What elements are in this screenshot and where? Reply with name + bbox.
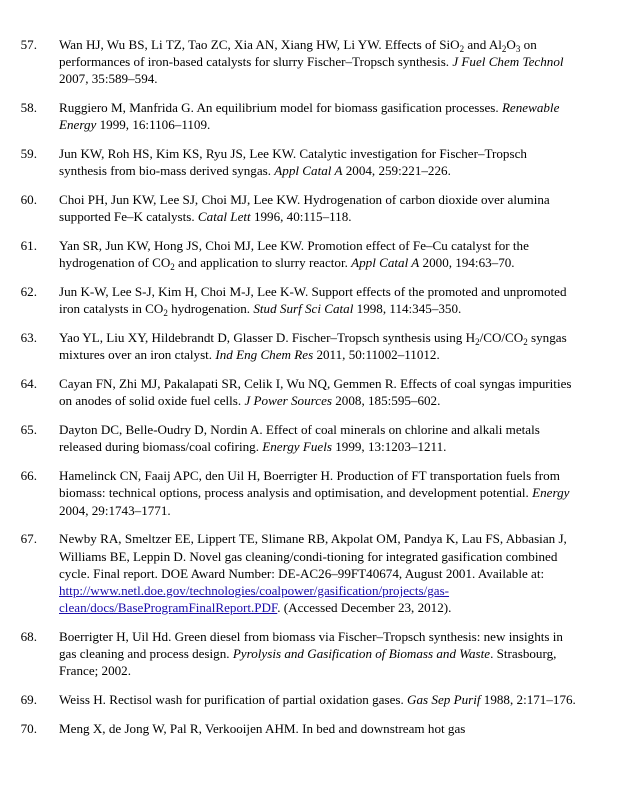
reference-text: and application to slurry reactor. — [174, 255, 352, 271]
reference-number: 65. — [20, 422, 37, 438]
reference-item — [0, 145, 617, 179]
reference-text: 1999, 16:1106–1109. — [96, 117, 211, 133]
reference-text: . Strasbourg, France; 2002. — [59, 646, 557, 679]
reference-text: . (Accessed December 23, 2012). — [277, 600, 452, 616]
reference-text: Newby RA, Smeltzer EE, Lippert TE, Slimane RB, Akpolat OM, Pandya K, Lau FS, Abbasian J, Williams BE, Leppin D. Novel gas cleaning/condi-tioning for integrated gasification combined cycle. Final report. DOE Award Number: DE-AC26–99FT40674, August 2001. Available at: — [59, 531, 567, 581]
reference-number: 62. — [20, 284, 37, 300]
journal-name: Renewable Energy — [59, 100, 560, 133]
reference-item — [0, 467, 617, 519]
reference-text: 1998, 114:345–350. — [353, 301, 462, 317]
reference-text: 2000, 194:63–70. — [419, 255, 515, 271]
reference-item — [0, 628, 617, 680]
reference-text: on performances of iron-based catalysts for slurry Fischer–Tropsch synthesis. — [59, 37, 537, 70]
reference-number: 66. — [20, 468, 37, 484]
reference-text: syngas mixtures over an iron ctalyst. — [59, 330, 567, 363]
reference-number: 64. — [20, 376, 37, 392]
reference-text: Weiss H. Rectisol wash for purification of partial oxidation gases. — [59, 692, 408, 708]
reference-number: 61. — [20, 238, 37, 254]
journal-name: Stud Surf Sci Catal — [253, 301, 354, 317]
reference-text: 2008, 185:595–602. — [331, 393, 441, 409]
reference-text: 1996, 40:115–118. — [250, 209, 352, 225]
journal-name: J Fuel Chem Technol — [452, 54, 564, 70]
journal-name: Gas Sep Purif — [407, 692, 481, 708]
reference-item — [0, 691, 617, 708]
reference-text: Hamelinck CN, Faaij APC, den Uil H, Boerrigter H. Production of FT transportation fuels from biomass: technical options, process analysis and optimisation, and development potential. — [59, 468, 560, 501]
reference-item — [0, 375, 617, 409]
reference-item — [0, 191, 617, 225]
reference-item — [0, 720, 617, 737]
reference-text: O — [506, 37, 516, 52]
reference-text: 2007, 35:589–594. — [59, 71, 158, 87]
reference-text: Yao YL, Liu XY, Hildebrandt D, Glasser D. Fischer–Tropsch synthesis using H — [59, 330, 476, 346]
reference-text: hydrogenation. — [167, 301, 254, 317]
reference-number: 58. — [20, 100, 37, 116]
reference-item — [0, 36, 617, 88]
reference-text: Yan SR, Jun KW, Hong JS, Choi MJ, Lee KW. Promotion effect of Fe–Cu catalyst for the hydrogenation of CO — [59, 238, 529, 271]
reference-text: Dayton DC, Belle-Oudry D, Nordin A. Effect of coal minerals on chlorine and alkali metals released during biomass/coal cofiring. — [59, 422, 540, 455]
subscript: 2 — [523, 337, 528, 348]
reference-number: 60. — [20, 192, 37, 208]
subscript: 2 — [170, 262, 175, 273]
reference-number: 68. — [20, 629, 37, 645]
reference-text: 1999, 13:1203–1211. — [331, 439, 447, 455]
subscript: 2 — [501, 44, 507, 54]
reference-text: /CO/CO — [479, 330, 524, 346]
reference-number: 59. — [20, 146, 37, 162]
reference-text: Jun K-W, Lee S-J, Kim H, Choi M-J, Lee K-W. Support effects of the promoted and unpromoted iron catalysts in CO — [59, 284, 567, 317]
subscript: 3 — [515, 44, 521, 54]
journal-name: Appl Catal A — [274, 163, 343, 179]
reference-item — [0, 329, 617, 363]
reference-text: and Al — [464, 37, 502, 52]
reference-number: 69. — [20, 692, 37, 708]
subscript: 2 — [459, 44, 465, 54]
reference-text: Meng X, de Jong W, Pal R, Verkooijen AHM. In bed and downstream hot gas — [59, 721, 466, 737]
reference-text: Cayan FN, Zhi MJ, Pakalapati SR, Celik I, Wu NQ, Gemmen R. Effects of coal syngas impurities on anodes of solid oxide fuel cells. — [59, 376, 572, 409]
reference-item — [0, 530, 617, 616]
reference-text: 2004, 29:1743–1771. — [59, 502, 171, 518]
reference-number: 70. — [20, 721, 37, 737]
subscript: 2 — [163, 308, 168, 319]
journal-name: Energy — [532, 485, 570, 501]
reference-number: 57. — [20, 37, 37, 52]
reference-text: 1988, 2:171–176. — [480, 692, 576, 708]
reference-item — [0, 283, 617, 317]
journal-name: Catal Lett — [197, 209, 251, 225]
reference-text: Wan HJ, Wu BS, Li TZ, Tao ZC, Xia AN, Xiang HW, Li YW. Effects of SiO — [59, 37, 460, 52]
reference-text: Jun KW, Roh HS, Kim KS, Ryu JS, Lee KW. Catalytic investigation for Fischer–Tropsch synthesis from bio-mass derived syngas. — [59, 146, 527, 179]
journal-name: Ind Eng Chem Res — [215, 347, 314, 363]
journal-name: Energy Fuels — [262, 439, 332, 455]
reference-text: Boerrigter H, Uil Hd. Green diesel from biomass via Fischer–Tropsch synthesis: new insights in gas cleaning and process design. — [59, 629, 563, 662]
reference-item — [0, 237, 617, 271]
reference-text: 2011, 50:11002–11012. — [313, 347, 440, 363]
subscript: 2 — [475, 337, 480, 348]
journal-name: J Power Sources — [244, 393, 332, 409]
reference-text: Ruggiero M, Manfrida G. An equilibrium model for biomass gasification processes. — [59, 100, 502, 116]
reference-number: 67. — [20, 531, 37, 547]
reference-item — [0, 421, 617, 455]
journal-name: Appl Catal A — [351, 255, 420, 271]
reference-number: 63. — [20, 330, 37, 346]
journal-name: Pyrolysis and Gasification of Biomass and Waste — [232, 646, 491, 662]
reference-text: Choi PH, Jun KW, Lee SJ, Choi MJ, Lee KW. Hydrogenation of carbon dioxide over alumina supported Fe–K catalysts. — [59, 192, 550, 225]
reference-text: 2004, 259:221–226. — [342, 163, 451, 179]
reference-item — [0, 99, 617, 133]
reference-list — [0, 36, 617, 749]
reference-link[interactable]: http://www.netl.doe.gov/technologies/coalpower/gasification/projects/gas-clean/docs/BaseProgramFinalReport.PDF — [59, 583, 450, 616]
